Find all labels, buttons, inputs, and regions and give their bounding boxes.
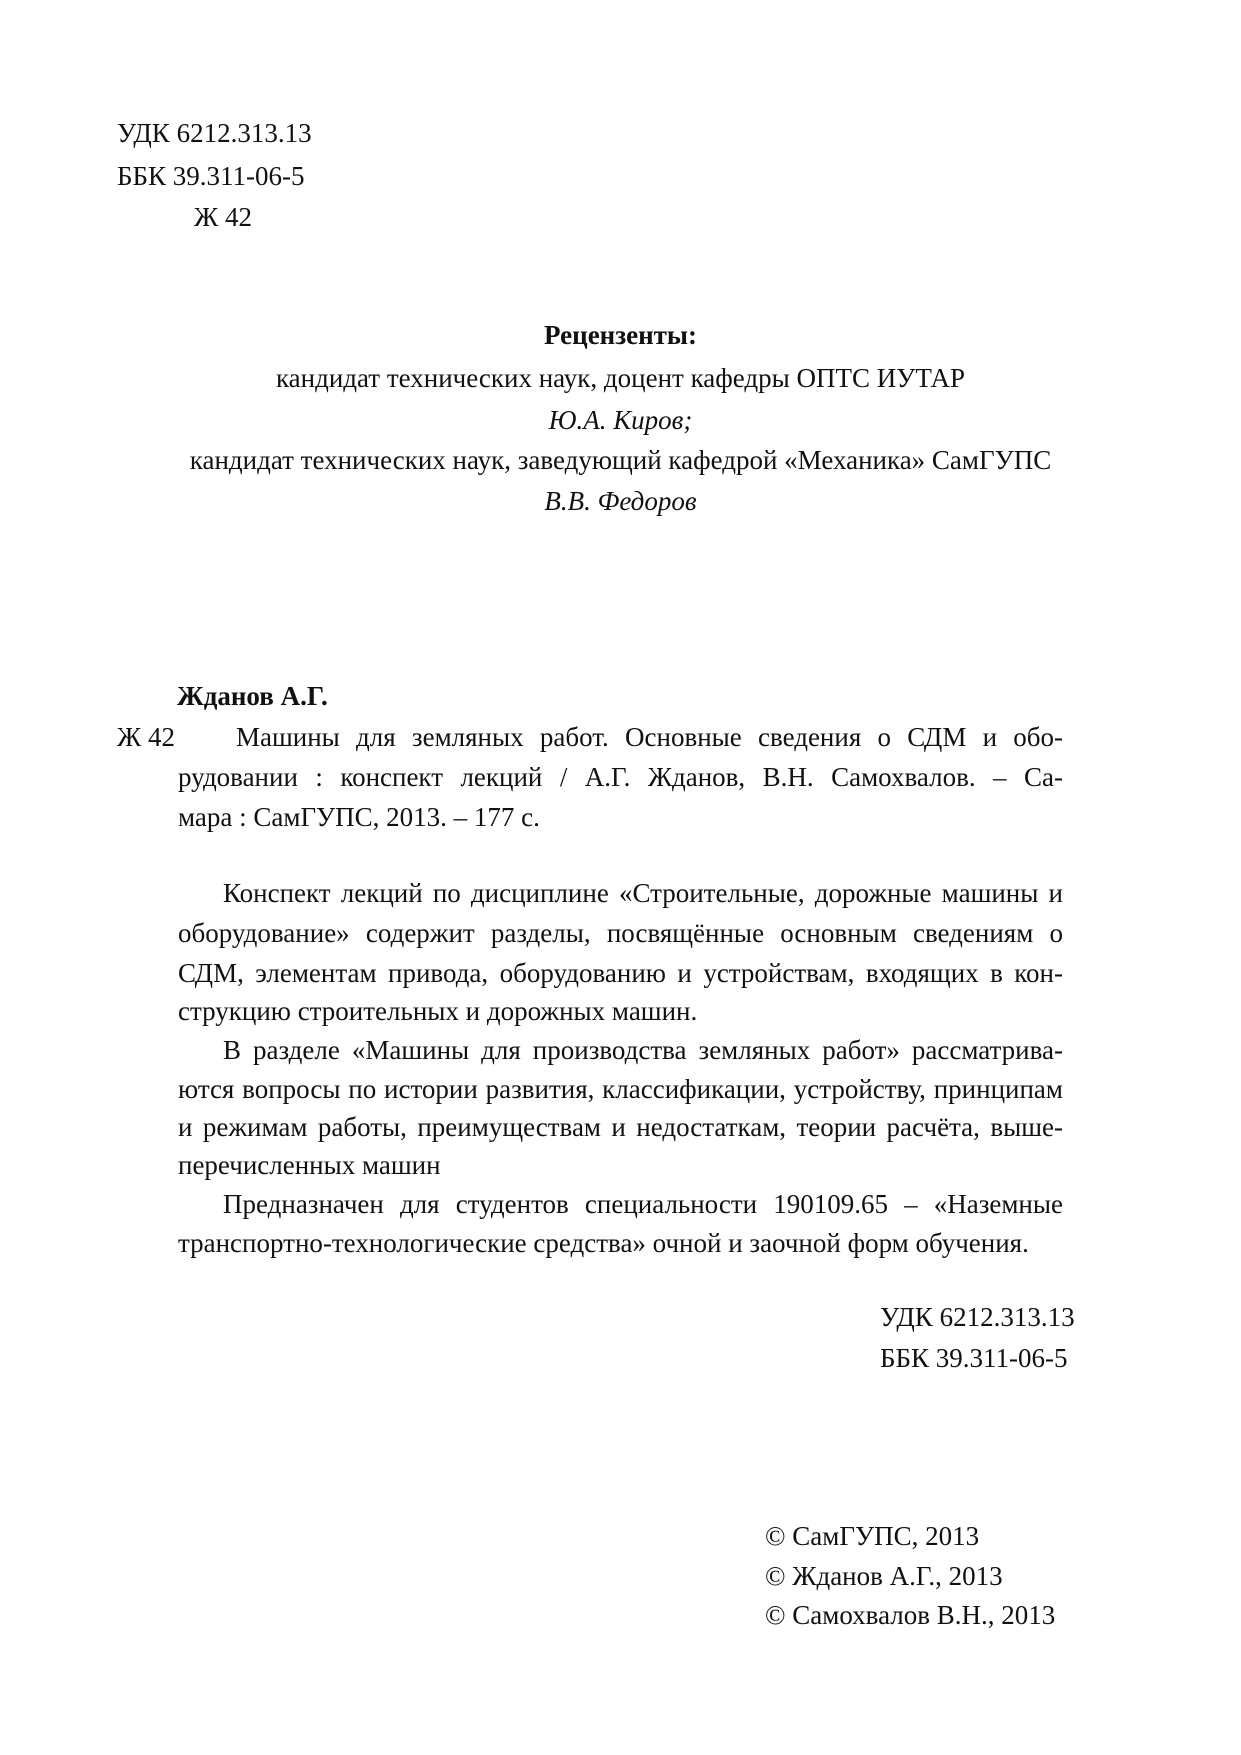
udk-code: УДК 6212.313.13: [117, 118, 312, 148]
reviewer2-name: В.В. Федоров: [544, 486, 697, 516]
reviewer2-position: кандидат технических наук, заведующий кафедрой «Механика» СамГУПС: [189, 445, 1052, 475]
annotation-p1-line-4: струкцию строительных и дорожных машин.: [178, 996, 698, 1026]
author-sign: Ж 42: [194, 202, 252, 232]
bibliographic-line-1: Машины для земляных работ. Основные сведения о СДМ и обо-: [236, 722, 1063, 752]
bbk-code: ББК 39.311-06-5: [117, 161, 305, 191]
bibliographic-sign: Ж 42: [117, 722, 175, 752]
annotation-p3-line-1: Предназначен для студентов специальности 190109.65 – «Наземные: [223, 1189, 1063, 1219]
footer-udk-code: УДК 6212.313.13: [880, 1302, 1075, 1332]
annotation-p1-line-1: Конспект лекций по дисциплине «Строительные, дорожные машины и: [223, 878, 1063, 908]
bibliographic-author: Жданов А.Г.: [177, 681, 328, 711]
annotation-p1-line-2: оборудование» содержит разделы, посвящённые основным сведениям о: [178, 918, 1063, 948]
reviewer1-name: Ю.А. Киров;: [548, 405, 693, 435]
annotation-p2-line-3: и режимам работы, преимуществам и недостаткам, теории расчёта, выше-: [178, 1112, 1063, 1142]
copyright-line-3: © Самохвалов В.Н., 2013: [765, 1600, 1056, 1630]
copyright-line-1: © СамГУПС, 2013: [765, 1521, 980, 1551]
annotation-p3-line-2: транспортно-технологические средства» очной и заочной форм обучения.: [178, 1228, 1029, 1258]
annotation-p2-line-2: ются вопросы по истории развития, классификации, устройству, принципам: [178, 1074, 1063, 1104]
footer-bbk-code: ББК 39.311-06-5: [880, 1343, 1068, 1373]
reviewer1-position: кандидат технических наук, доцент кафедры ОПТС ИУТАР: [275, 363, 966, 393]
annotation-p2-line-1: В разделе «Машины для производства земляных работ» рассматрива-: [223, 1035, 1063, 1065]
bibliographic-line-2: рудовании : конспект лекций / А.Г. Жданов, В.Н. Самохвалов. – Са-: [178, 762, 1063, 792]
reviewers-heading: Рецензенты:: [544, 320, 697, 350]
copyright-line-2: © Жданов А.Г., 2013: [765, 1561, 1003, 1591]
bibliographic-line-3: мара : СамГУПС, 2013. – 177 с.: [178, 802, 540, 832]
annotation-p1-line-3: СДМ, элементам привода, оборудованию и устройствам, входящих в кон-: [178, 958, 1063, 988]
annotation-p2-line-4: перечисленных машин: [178, 1150, 441, 1180]
